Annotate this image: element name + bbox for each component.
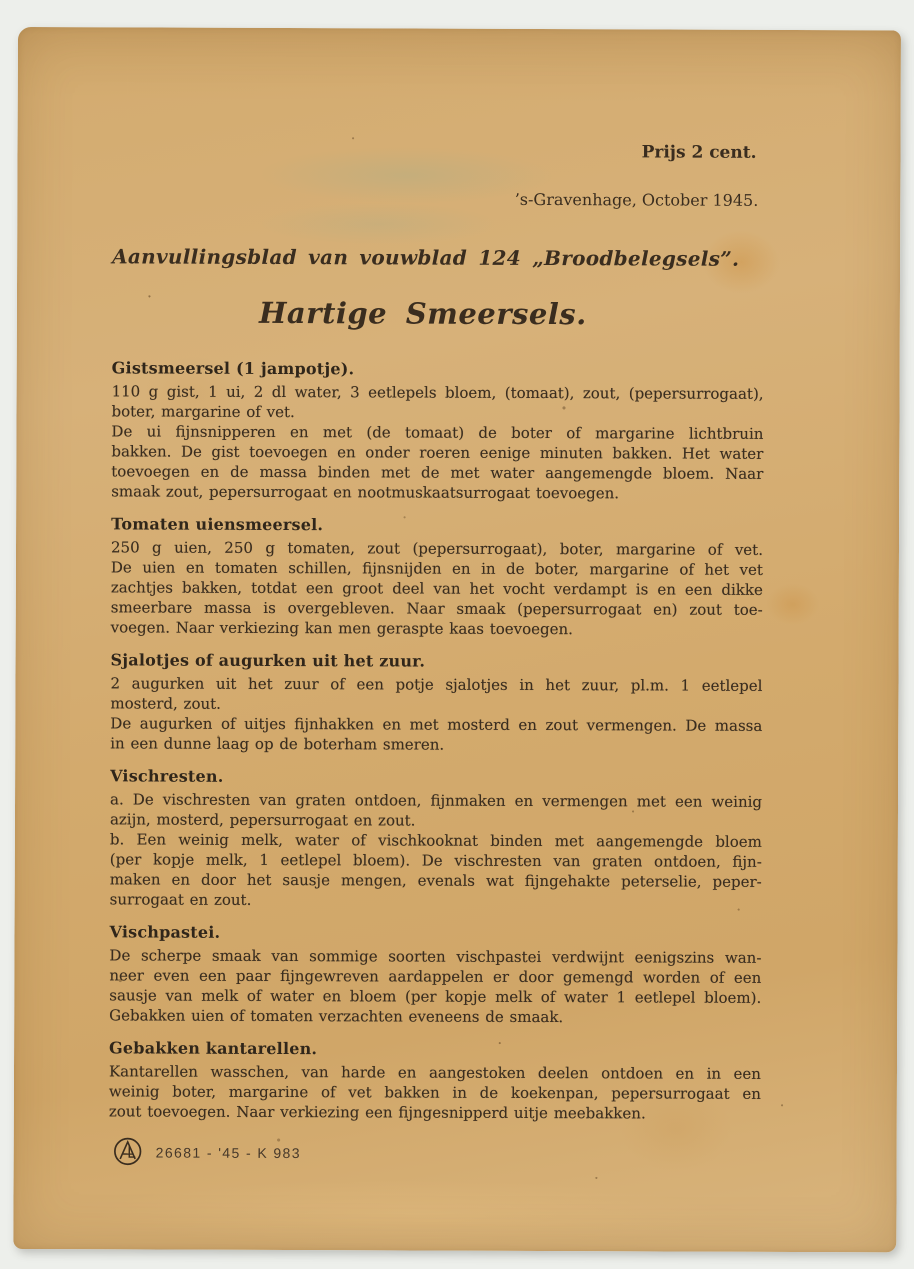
- section-heading: Sjalotjes of augurken uit het zuur.: [110, 650, 426, 671]
- document-subtitle: Aanvullingsblad van vouwblad 124 „Broodbelegsels”.: [112, 244, 740, 271]
- text-line: voegen. Naar verkiezing kan men geraspte kaas toevoegen.: [110, 618, 573, 639]
- text-line: toevoegen en de massa binden met de met water aangemengde bloem. Naar: [111, 462, 764, 483]
- text-line: smeerbare massa is overgebleven. Naar smaak (pepersurrogaat en) zout toe-: [110, 598, 763, 619]
- text-line: De scherpe smaak van sommige soorten vischpastei verdwijnt eenigszins wan-: [109, 946, 762, 967]
- recipe-section: [111, 514, 763, 640]
- recipe-section: [110, 766, 763, 912]
- text-line: in een dunne laag op de boterham smeren.: [110, 734, 445, 754]
- text-line: De uien en tomaten schillen, fijnsnijden en in de boter, margarine of het vet: [110, 558, 763, 579]
- text-line: mosterd, zout.: [110, 694, 221, 713]
- price-label: Prijs 2 cent.: [641, 142, 757, 163]
- text-line: (per kopje melk, 1 eetlepel bloem). De vischresten van graten ontdoen, fijn-: [109, 850, 762, 871]
- text-line: 2 augurken uit het zuur of een potje sjalotjes in het zuur, pl.m. 1 eetlepel: [110, 674, 763, 695]
- text-line: smaak zout, pepersurrogaat en nootmuskaatsurrogaat toevoegen.: [111, 482, 620, 503]
- text-line: surrogaat en zout.: [109, 890, 252, 909]
- text-line: zachtjes bakken, totdat een groot deel van het vocht verdampt is en een dikke: [110, 578, 763, 599]
- imprint-row: [109, 1134, 761, 1171]
- text-block: [110, 829, 762, 912]
- text-block: [110, 789, 762, 832]
- text-line: De ui fijnsnipperen en met (de tomaat) de boter of margarine lichtbruin: [111, 422, 764, 443]
- printer-mark-icon: [111, 1134, 145, 1168]
- page-content: [14, 27, 901, 1171]
- text-line: 250 g uien, 250 g tomaten, zout (pepersurrogaat), boter, margarine of vet.: [110, 538, 764, 559]
- text-line: De augurken of uitjes fijnhakken en met mosterd en zout vermengen. De massa: [110, 714, 763, 735]
- sections: [109, 358, 764, 1123]
- text-block: [109, 1061, 761, 1124]
- text-line: sausje van melk of water en bloem (per kopje melk of water 1 eetlepel bloem).: [109, 986, 762, 1007]
- recipe-section: [110, 650, 762, 756]
- text-line: b. Een weinig melk, water of vischkooknat binden met aangemengde bloem: [109, 830, 762, 851]
- section-heading: Tomaten uiensmeersel.: [111, 514, 324, 535]
- text-block: [110, 713, 762, 756]
- document-page: [13, 27, 901, 1252]
- document-title: Hartige Smeersels.: [258, 295, 587, 332]
- text-block: [111, 421, 763, 504]
- dateline: ’s-Gravenhage, October 1945.: [514, 189, 759, 210]
- section-heading: Vischpastei.: [109, 922, 221, 942]
- text-line: maken en door het sausje mengen, evenals wat fijngehakte peterselie, peper-: [109, 870, 762, 891]
- text-line: Gebakken uien of tomaten verzachten eveneens de smaak.: [109, 1006, 564, 1027]
- text-line: weinig boter, margarine of vet bakken in de koekenpan, pepersurrogaat en: [108, 1082, 761, 1103]
- text-line: neer even een paar fijngewreven aardappelen er door gemengd worden of een: [109, 966, 762, 987]
- text-line: a. De vischresten van graten ontdoen, fijnmaken en vermengen met een weinig: [110, 790, 763, 811]
- text-line: Kantarellen wasschen, van harde en aangestoken deelen ontdoen en in een: [108, 1062, 762, 1083]
- text-block: [109, 945, 761, 1028]
- recipe-section: [109, 1038, 761, 1124]
- recipe-section: [109, 922, 761, 1028]
- text-line: bakken. De gist toevoegen en onder roeren eenige minuten bakken. Het water: [111, 442, 764, 463]
- text-line: azijn, mosterd, pepersurrogaat en zout.: [109, 810, 416, 830]
- text-line: 110 g gist, 1 ui, 2 dl water, 3 eetlepels bloem, (tomaat), zout, (pepersurrogaat),: [111, 382, 764, 403]
- text-block: [111, 537, 763, 640]
- section-heading: Gistsmeersel (1 jampotje).: [111, 358, 355, 379]
- recipe-section: [111, 358, 764, 504]
- imprint-text: 26681 - '45 - K 983: [155, 1144, 301, 1162]
- text-block: [111, 381, 763, 424]
- text-line: boter, margarine of vet.: [111, 402, 295, 422]
- section-heading: Vischresten.: [110, 766, 224, 786]
- text-block: [110, 673, 762, 716]
- section-heading: Gebakken kantarellen.: [109, 1038, 318, 1059]
- text-line: zout toevoegen. Naar verkiezing een fijngesnipperd uitje meebakken.: [108, 1102, 646, 1123]
